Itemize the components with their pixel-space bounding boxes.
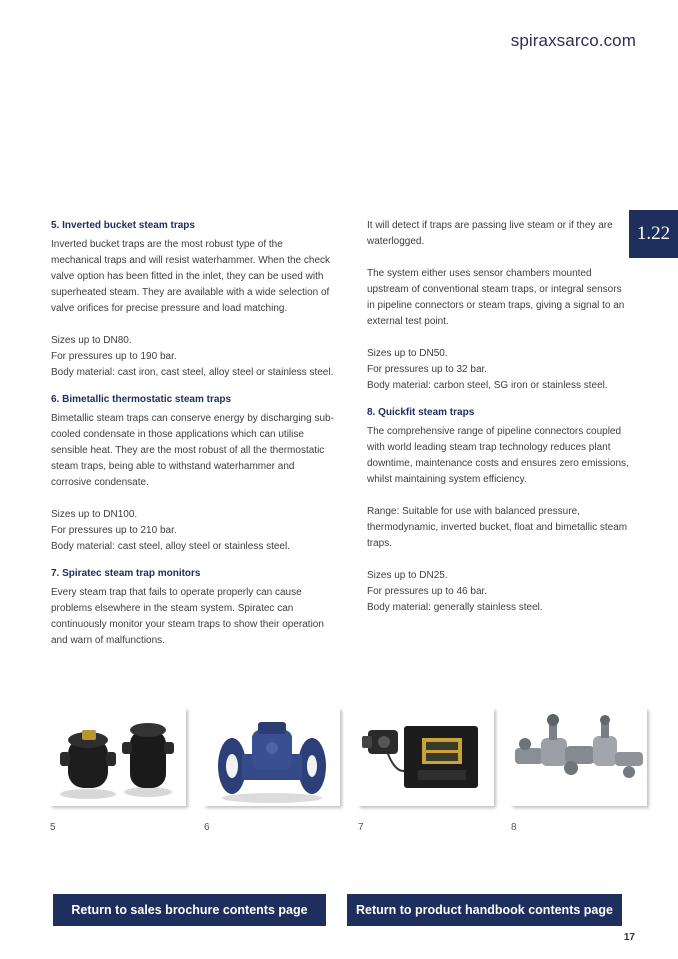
- section-7-title: 7. Spiratec steam trap monitors: [51, 568, 201, 579]
- section-8-range: Range: Suitable for use with balanced pressure, thermodynamic, inverted bucket, float and bimetallic steam traps.: [367, 506, 628, 549]
- inverted-bucket-trap-icon: [50, 708, 186, 806]
- photo-inverted-bucket-trap: [50, 708, 186, 806]
- section-6-pressure: For pressures up to 210 bar.: [51, 525, 177, 536]
- photo-caption-6: 6: [204, 822, 210, 833]
- section-8-pressure: For pressures up to 46 bar.: [367, 586, 488, 597]
- photo-quickfit-trap: [511, 708, 647, 806]
- section-8-material: Body material: generally stainless steel.: [367, 602, 543, 613]
- section-7-sizes: Sizes up to DN50.: [367, 348, 448, 359]
- section-7-continued: It will detect if traps are passing live steam or if they are waterlogged.: [367, 220, 613, 247]
- section-5-pressure: For pressures up to 190 bar.: [51, 351, 177, 362]
- quickfit-trap-icon: [511, 708, 647, 806]
- left-column: [51, 218, 336, 649]
- section-5-title: 5. Inverted bucket steam traps: [51, 220, 195, 231]
- section-8-sizes: Sizes up to DN25.: [367, 570, 448, 581]
- section-7-pressure: For pressures up to 32 bar.: [367, 364, 488, 375]
- section-8-title: 8. Quickfit steam traps: [367, 407, 475, 418]
- section-8-body: The comprehensive range of pipeline connectors coupled with world leading steam trap technology reduces plant downtime, maintenance costs and ensures zero emissions, whilst maintaining system efficiency.: [367, 426, 629, 485]
- sales-brochure-button[interactable]: Return to sales brochure contents page: [53, 894, 326, 926]
- photo-trap-monitor: [358, 708, 494, 806]
- trap-monitor-icon: [358, 708, 494, 806]
- right-column: [367, 218, 629, 616]
- product-handbook-button[interactable]: Return to product handbook contents page: [347, 894, 622, 926]
- site-url[interactable]: spiraxsarco.com: [510, 31, 636, 50]
- section-6-title: 6. Bimetallic thermostatic steam traps: [51, 394, 232, 405]
- section-5-material: Body material: cast iron, cast steel, alloy steel or stainless steel.: [51, 367, 334, 378]
- section-7-body: Every steam trap that fails to operate properly can cause problems elsewhere in the steam system. Spiratec can continuously monitor your steam traps to show their operation and warn of malfunctions.: [51, 587, 324, 646]
- photo-caption-8: 8: [511, 822, 517, 833]
- section-6-body: Bimetallic steam traps can conserve energy by discharging sub-cooled condensate in those applications which can utilise sensible heat. They are the most robust of all the thermostatic steam traps, being able to withstand waterhammer and corrosive condensate.: [51, 413, 334, 488]
- section-7-material: Body material: carbon steel, SG iron or stainless steel.: [367, 380, 608, 391]
- bimetallic-trap-icon: [204, 708, 340, 806]
- section-6-material: Body material: cast steel, alloy steel or stainless steel.: [51, 541, 290, 552]
- page-number: 17: [623, 932, 635, 943]
- photo-caption-7: 7: [358, 822, 364, 833]
- photo-caption-5: 5: [50, 822, 56, 833]
- section-5-body: Inverted bucket traps are the most robust type of the mechanical traps and will resist waterhammer. When the check valve option has been fitted in the inlet, they can be used with superheated steam. They are available with a wide selection of valve orifices for precise pressure and load matching.: [51, 239, 331, 314]
- section-tab: 1.22: [629, 210, 678, 258]
- section-5-sizes: Sizes up to DN80.: [51, 335, 132, 346]
- section-6-sizes: Sizes up to DN100.: [51, 509, 138, 520]
- section-7-system: The system either uses sensor chambers mounted upstream of conventional steam traps, or integral sensors in pipeline connectors or steam traps, giving a signal to an external test point.: [367, 268, 625, 327]
- photo-bimetallic-trap: [204, 708, 340, 806]
